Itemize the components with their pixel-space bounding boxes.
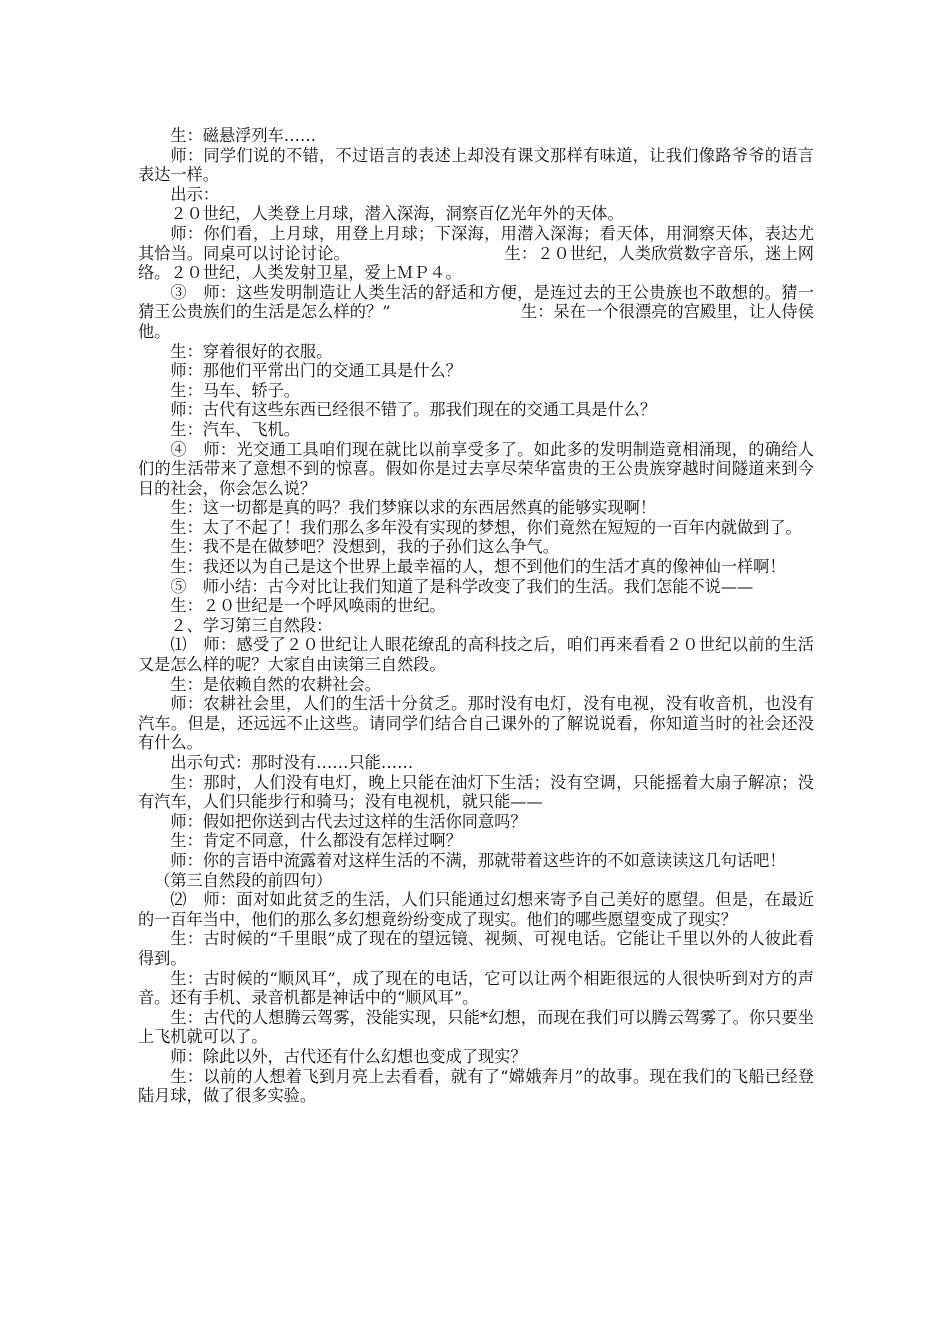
paragraph: 生：古时候的“千里眼”成了现在的望远镜、视频、可视电话。它能让千里以外的人彼此看得到。 (138, 929, 814, 968)
paragraph: 师：你的言语中流露着对这样生活的不满，那就带着这些许的不如意读读这几句话吧！ (170, 850, 786, 870)
paragraph: 生：那时，人们没有电灯，晚上只能在油灯下生活；没有空调，只能摇着大扇子解凉；没有汽车，人们只能步行和骑马；没有电视机，就只能—— (138, 772, 814, 812)
paragraph: 师：那他们平常出门的交通工具是什么？ (170, 361, 462, 381)
paragraph: 师：农耕社会里，人们的生活十分贫乏。那时没有电灯，没有电视，没有收音机，也没有汽车。但是，还远远不止这些。请同学们结合自己课外的了解说说看，你知道当时的社会还没有什么。 (138, 694, 814, 753)
paragraph: ２０世纪，人类登上月球，潜入深海，洞察百亿光年外的天体。 (170, 204, 624, 224)
paragraph: 生：我不是在做梦吧？没想到，我的子孙们这么争气。 (170, 537, 559, 557)
paragraph: 师：你们看，上月球，用登上月球；下深海，用潜入深海；看天体，用洞察天体，表达尤其恰当。同桌可以讨论讨论。 生：２０世纪，人类欣赏数字音乐，迷上网络。２０世纪，人类发射卫星，爱上ＭＰ４。 (138, 223, 814, 283)
paragraph: 生：磁悬浮列车…… (170, 126, 317, 145)
paragraph: 生：这一切都是真的吗？我们梦寐以求的东西居然真的能够实现啊！ (170, 498, 657, 518)
paragraph: 生：马车、轿子。 (170, 380, 300, 400)
paragraph: ③ 师：这些发明制造让人类生活的舒适和方便，是连过去的王公贵族也不敢想的。猜一猜王公贵族们的生活是怎么样的？” 生：呆在一个很漂亮的宫殿里，让人侍侯他。 (138, 282, 814, 341)
paragraph: 生：我还以为自己是这个世界上最幸福的人，想不到他们的生活才真的像神仙一样啊！ (170, 557, 786, 577)
document-page (138, 126, 814, 1106)
paragraph: 生：穿着很好的衣服。 (170, 341, 333, 361)
paragraph: ⑵ 师：面对如此贫乏的生活，人们只能通过幻想来寄予自己美好的愿望。但是，在最近的一百年当中，他们的那么多幻想竟纷纷变成了现实。他们的哪些愿望变成了现实？ (138, 890, 814, 929)
paragraph: 生：太了不起了！我们那么多年没有实现的梦想，你们竟然在短短的一百年内就做到了。 (170, 517, 802, 537)
paragraph: 出示句式：那时没有……只能…… (170, 753, 414, 772)
paragraph: （第三自然段的前四句） (154, 870, 333, 890)
paragraph: ２、学习第三自然段： (170, 615, 333, 635)
paragraph: ⑤ 师小结：古今对比让我们知道了是科学改变了我们的生活。我们怎能不说—— (170, 576, 754, 596)
paragraph: 师：除此以外，古代还有什么幻想也变成了现实？ (170, 1046, 527, 1066)
paragraph: 生：肯定不同意，什么都没有怎样过啊？ (170, 831, 462, 851)
paragraph: ⑴ 师：感受了２０世纪让人眼花缭乱的高科技之后，咱们再来看看２０世纪以前的生活又是怎么样的呢？大家自由读第三自然段。 (138, 635, 814, 675)
paragraph: ④ 师：光交通工具咱们现在就比以前享受多了。如此多的发明制造竟相涌现，的确给人们的生活带来了意想不到的惊喜。假如你是过去享尽荣华富贵的王公贵族穿越时间隧道来到今日的社会，你会怎么说？ (138, 439, 814, 498)
paragraph: 生：古代的人想腾云驾雾，没能实现，只能*幻想，而现在我们可以腾云驾雾了。你只要坐上飞机就可以了。 (138, 1007, 814, 1047)
paragraph: 生：２０世纪是一个呼风唤雨的世纪。 (170, 596, 446, 616)
paragraph: 生：汽车、飞机。 (170, 419, 300, 439)
paragraph: 师：同学们说的不错，不过语言的表述上却没有课文那样有味道，让我们像路爷爷的语言表达一样。 (138, 145, 814, 185)
paragraph: 出示： (170, 184, 219, 204)
paragraph: 生：古时候的“顺风耳”，成了现在的电话，它可以让两个相距很远的人很快听到对方的声音。还有手机、录音机都是神话中的“顺风耳”。 (138, 968, 814, 1008)
paragraph: 师：假如把你送到古代去过这样的生活你同意吗？ (170, 811, 527, 831)
paragraph: 师：古代有这些东西已经很不错了。那我们现在的交通工具是什么？ (170, 400, 657, 420)
paragraph: 生：是依赖自然的农耕社会。 (170, 674, 381, 694)
paragraph: 生：以前的人想着飞到月亮上去看看，就有了“嫦娥奔月”的故事。现在我们的飞船已经登陆月球，做了很多实验。 (138, 1066, 814, 1106)
